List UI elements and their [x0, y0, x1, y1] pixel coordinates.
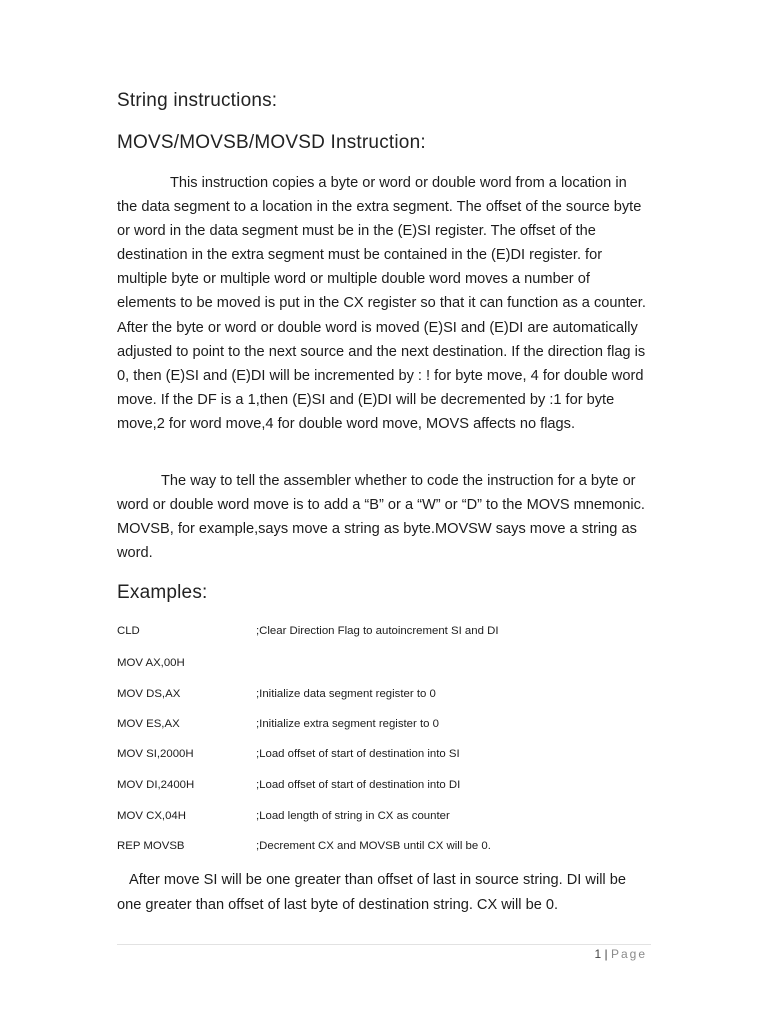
page-number: 1 — [594, 947, 602, 961]
result-paragraph: After move SI will be one greater than offset of last in source string. DI will be one greater than offset of last byte of destination string. CX will be 0. — [117, 872, 626, 913]
code-comment: ;Clear Direction Flag to autoincrement SI and DI — [256, 625, 499, 637]
footer-separator: | — [604, 947, 608, 961]
code-instruction: MOV DS,AX — [117, 688, 181, 700]
code-line — [117, 657, 657, 677]
code-instruction: REP MOVSB — [117, 840, 185, 852]
code-comment: ;Initialize extra segment register to 0 — [256, 718, 439, 730]
code-comment: ;Load offset of start of destination into SI — [256, 748, 460, 760]
code-comment: ;Load offset of start of destination into DI — [256, 779, 461, 791]
code-line — [117, 718, 657, 738]
code-line — [117, 688, 657, 708]
code-instruction: MOV AX,00H — [117, 657, 185, 669]
code-comment: ;Decrement CX and MOVSB until CX will be 0. — [256, 840, 491, 852]
code-line — [117, 779, 657, 799]
code-line — [117, 625, 657, 645]
code-instruction: MOV ES,AX — [117, 718, 180, 730]
code-line — [117, 810, 657, 830]
page-label: Page — [610, 947, 647, 961]
code-instruction: MOV SI,2000H — [117, 748, 194, 760]
instruction-heading: MOVS/MOVSB/MOVSD Instruction: — [117, 132, 426, 153]
section-heading: String instructions: — [117, 90, 278, 111]
code-instruction: CLD — [117, 625, 140, 637]
code-comment: ;Initialize data segment register to 0 — [256, 688, 436, 700]
code-line — [117, 748, 657, 768]
code-line — [117, 840, 657, 860]
assembler-paragraph: The way to tell the assembler whether to code the instruction for a byte or word or double word move is to add a “B” or a “W” or “D” to the MOVS mnemonic. MOVSB, for example,says move a string as byte.MOVSW says move a string as word. — [117, 473, 645, 562]
page-footer — [594, 947, 647, 961]
footer-divider — [117, 944, 651, 945]
description-paragraph: This instruction copies a byte or word or double word from a location in the data segment to a location in the extra segment. The offset of the source byte or word in the data segment must be in the (E)SI register. The offset of the destination in the extra segment must be contained in the (E)DI register. for multiple byte or multiple word or multiple double word moves a number of elements to be moved is put in the CX register so that it can function as a counter. After the byte or word or double word is moved (E)SI and (E)DI are automatically adjusted to point to the next source and the next destination. If the direction flag is 0, then (E)SI and (E)DI will be incremented by : ! for byte move, 4 for double word move. If the DF is a 1,then (E)SI and (E)DI will be decremented by :1 for byte move,2 for word move,4 for double word move, MOVS affects no flags. — [117, 175, 646, 432]
examples-heading: Examples: — [117, 582, 208, 603]
code-instruction: MOV CX,04H — [117, 810, 186, 822]
code-instruction: MOV DI,2400H — [117, 779, 195, 791]
code-comment: ;Load length of string in CX as counter — [256, 810, 450, 822]
